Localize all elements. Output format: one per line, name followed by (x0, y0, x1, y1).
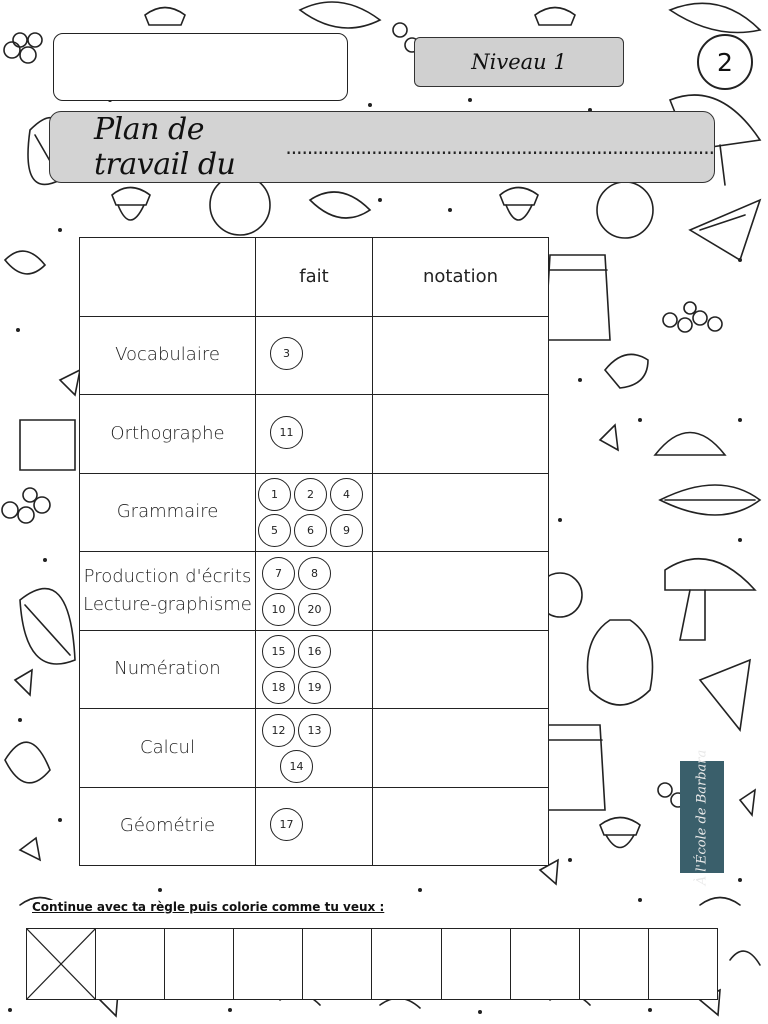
color-cell[interactable] (649, 929, 717, 999)
exercise-number-badge: 14 (280, 750, 313, 783)
exercise-number-badge: 9 (330, 514, 363, 547)
subject-label: Lecture-graphisme (83, 593, 252, 615)
exercise-number-badge: 4 (330, 478, 363, 511)
fait-cell (256, 630, 373, 709)
logo-text: À l'École de Barbara (694, 749, 710, 885)
table-row (80, 630, 549, 709)
example-crossed-cell (27, 929, 96, 999)
subject-label: Production d'écrits (83, 565, 252, 587)
subject-label: Vocabulaire (115, 344, 220, 366)
table-row (80, 787, 549, 866)
exercise-badges (256, 788, 372, 864)
name-field-box (53, 33, 348, 101)
table-row (80, 395, 549, 474)
color-cell[interactable] (511, 929, 580, 999)
color-cell[interactable] (580, 929, 649, 999)
color-cell[interactable] (96, 929, 165, 999)
page-title: Plan de travail du (94, 112, 236, 182)
exercise-number-badge: 19 (298, 671, 331, 704)
work-plan-table (79, 237, 549, 866)
header-cell-notation: notation (373, 238, 549, 317)
notation-cell[interactable] (373, 473, 549, 552)
exercise-badges (256, 474, 372, 550)
subject-cell (80, 552, 256, 631)
subject-cell (80, 787, 256, 866)
exercise-number-badge: 8 (298, 557, 331, 590)
header-cell-fait: fait (256, 238, 373, 317)
fait-cell (256, 395, 373, 474)
table-row (80, 709, 549, 788)
subject-label: Numération (114, 658, 221, 680)
exercise-number-badge: 15 (262, 635, 295, 668)
title-date-line: ................................................................................ (285, 135, 714, 159)
table-row (80, 473, 549, 552)
subject-cell (80, 630, 256, 709)
subject-cell (80, 316, 256, 395)
exercise-number-badge: 6 (294, 514, 327, 547)
exercise-number-badge: 17 (270, 808, 303, 841)
footer-instruction: Continue avec ta règle puis colorie comme tu veux : (32, 900, 385, 914)
fait-cell (256, 473, 373, 552)
niveau-label: Niveau 1 (414, 37, 624, 87)
exercise-number-badge: 11 (270, 416, 303, 449)
exercise-number-badge: 2 (294, 478, 327, 511)
subject-label: Orthographe (110, 422, 225, 444)
subject-label: Géométrie (119, 815, 216, 837)
table-header-row (80, 238, 549, 317)
subject-label: Calcul (140, 736, 195, 758)
subject-cell (80, 709, 256, 788)
color-cell[interactable] (372, 929, 441, 999)
subject-cell (80, 395, 256, 474)
subject-label: Grammaire (116, 501, 219, 523)
color-cell[interactable] (165, 929, 234, 999)
notation-cell[interactable] (373, 630, 549, 709)
notation-cell[interactable] (373, 709, 549, 788)
exercise-number-badge: 20 (298, 593, 331, 626)
color-cell[interactable] (442, 929, 511, 999)
exercise-badges (256, 710, 372, 786)
notation-cell[interactable] (373, 395, 549, 474)
page-number-badge: 2 (697, 34, 753, 90)
exercise-number-badge: 13 (298, 714, 331, 747)
exercise-badges (256, 396, 372, 472)
exercise-number-badge: 10 (262, 593, 295, 626)
fait-cell (256, 316, 373, 395)
fait-cell (256, 709, 373, 788)
exercise-number-badge: 1 (258, 478, 291, 511)
exercise-badges (256, 553, 372, 629)
notation-cell[interactable] (373, 552, 549, 631)
exercise-number-badge: 3 (270, 337, 303, 370)
color-cell[interactable] (303, 929, 372, 999)
notation-cell[interactable] (373, 316, 549, 395)
exercise-badges (256, 317, 372, 393)
fait-cell (256, 787, 373, 866)
exercise-number-badge: 18 (262, 671, 295, 704)
fait-cell (256, 552, 373, 631)
header-cell-empty (80, 238, 256, 317)
exercise-number-badge: 16 (298, 635, 331, 668)
barbara-logo (680, 749, 724, 885)
title-banner (49, 111, 715, 183)
notation-cell[interactable] (373, 787, 549, 866)
exercise-number-badge: 7 (262, 557, 295, 590)
coloring-strip (26, 928, 718, 1000)
exercise-number-badge: 12 (262, 714, 295, 747)
color-cell[interactable] (234, 929, 303, 999)
subject-cell (80, 473, 256, 552)
cross-icon (27, 929, 95, 999)
table-row (80, 316, 549, 395)
exercise-badges (256, 631, 372, 707)
table-row (80, 552, 549, 631)
exercise-number-badge: 5 (258, 514, 291, 547)
